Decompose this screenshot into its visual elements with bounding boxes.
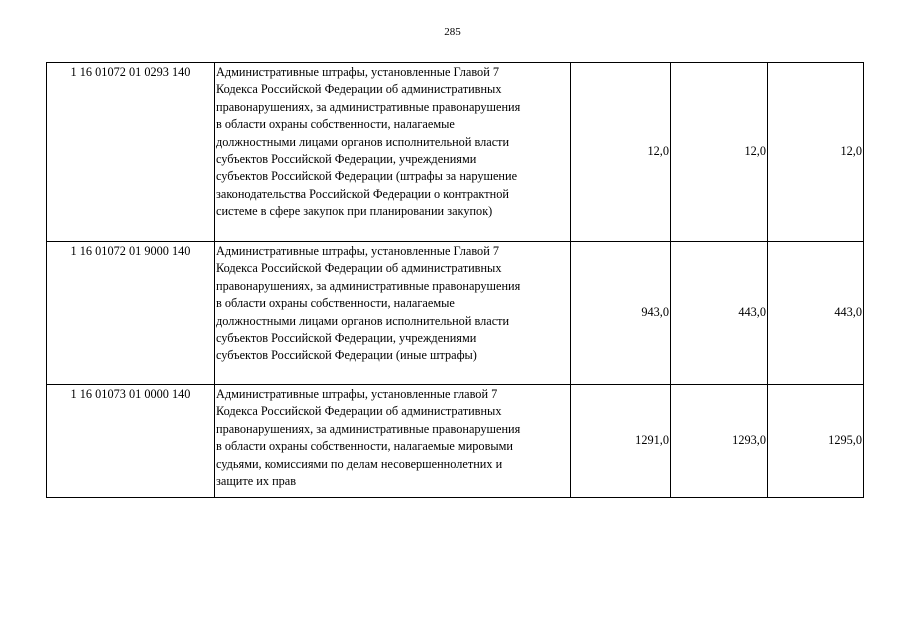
amount-year-1: 12,0 — [571, 63, 671, 242]
amount-year-1: 1291,0 — [571, 385, 671, 498]
description-cell — [215, 63, 571, 242]
budget-code: 1 16 01073 01 0000 140 — [47, 385, 215, 498]
description-line: в области охраны собственности, налагаемые — [216, 117, 455, 132]
description-line: должностными лицами органов исполнительной власти — [216, 313, 510, 328]
budget-code: 1 16 01072 01 0293 140 — [47, 63, 215, 242]
revenue-table — [46, 62, 864, 498]
description-line: правонарушениях, за административные правонарушения — [216, 99, 521, 114]
table-row — [47, 385, 864, 498]
budget-code: 1 16 01072 01 9000 140 — [47, 242, 215, 385]
amount-year-2: 1293,0 — [671, 385, 768, 498]
page-number: 285 — [444, 26, 461, 38]
description-line: системе в сфере закупок при планировании закупок) — [216, 204, 493, 219]
amount-year-2: 443,0 — [671, 242, 768, 385]
description-line: субъектов Российской Федерации, учреждениями — [216, 331, 477, 346]
description-line: в области охраны собственности, налагаемые — [216, 296, 455, 311]
description-line: субъектов Российской Федерации (штрафы за нарушение — [216, 169, 518, 184]
description-line: законодательства Российской Федерации о контрактной — [216, 186, 509, 201]
description-line: субъектов Российской Федерации, учреждениями — [216, 152, 477, 167]
description-line: Административные штрафы, установленные главой 7 — [216, 387, 498, 401]
description-line: Кодекса Российской Федерации об административных — [216, 261, 502, 276]
description-line: субъектов Российской Федерации (иные штрафы) — [216, 348, 477, 363]
amount-year-3: 12,0 — [768, 63, 864, 242]
description-line: в области охраны собственности, налагаемые мировыми — [216, 439, 514, 454]
description-line: правонарушениях, за административные правонарушения — [216, 278, 521, 293]
description-line: должностными лицами органов исполнительной власти — [216, 134, 510, 149]
table-row — [47, 63, 864, 242]
table-row — [47, 242, 864, 385]
description-cell — [215, 385, 571, 498]
description-cell — [215, 242, 571, 385]
description-line: Кодекса Российской Федерации об административных — [216, 404, 502, 419]
description-line: судьями, комиссиями по делам несовершеннолетних и — [216, 456, 503, 471]
description-line: Кодекса Российской Федерации об административных — [216, 82, 502, 97]
description-line: правонарушениях, за административные правонарушения — [216, 421, 521, 436]
amount-year-3: 1295,0 — [768, 385, 864, 498]
description-line: Административные штрафы, установленные Главой 7 — [216, 65, 500, 79]
amount-year-1: 943,0 — [571, 242, 671, 385]
description-line: Административные штрафы, установленные Главой 7 — [216, 244, 500, 258]
description-line: защите их прав — [216, 474, 297, 489]
amount-year-2: 12,0 — [671, 63, 768, 242]
amount-year-3: 443,0 — [768, 242, 864, 385]
